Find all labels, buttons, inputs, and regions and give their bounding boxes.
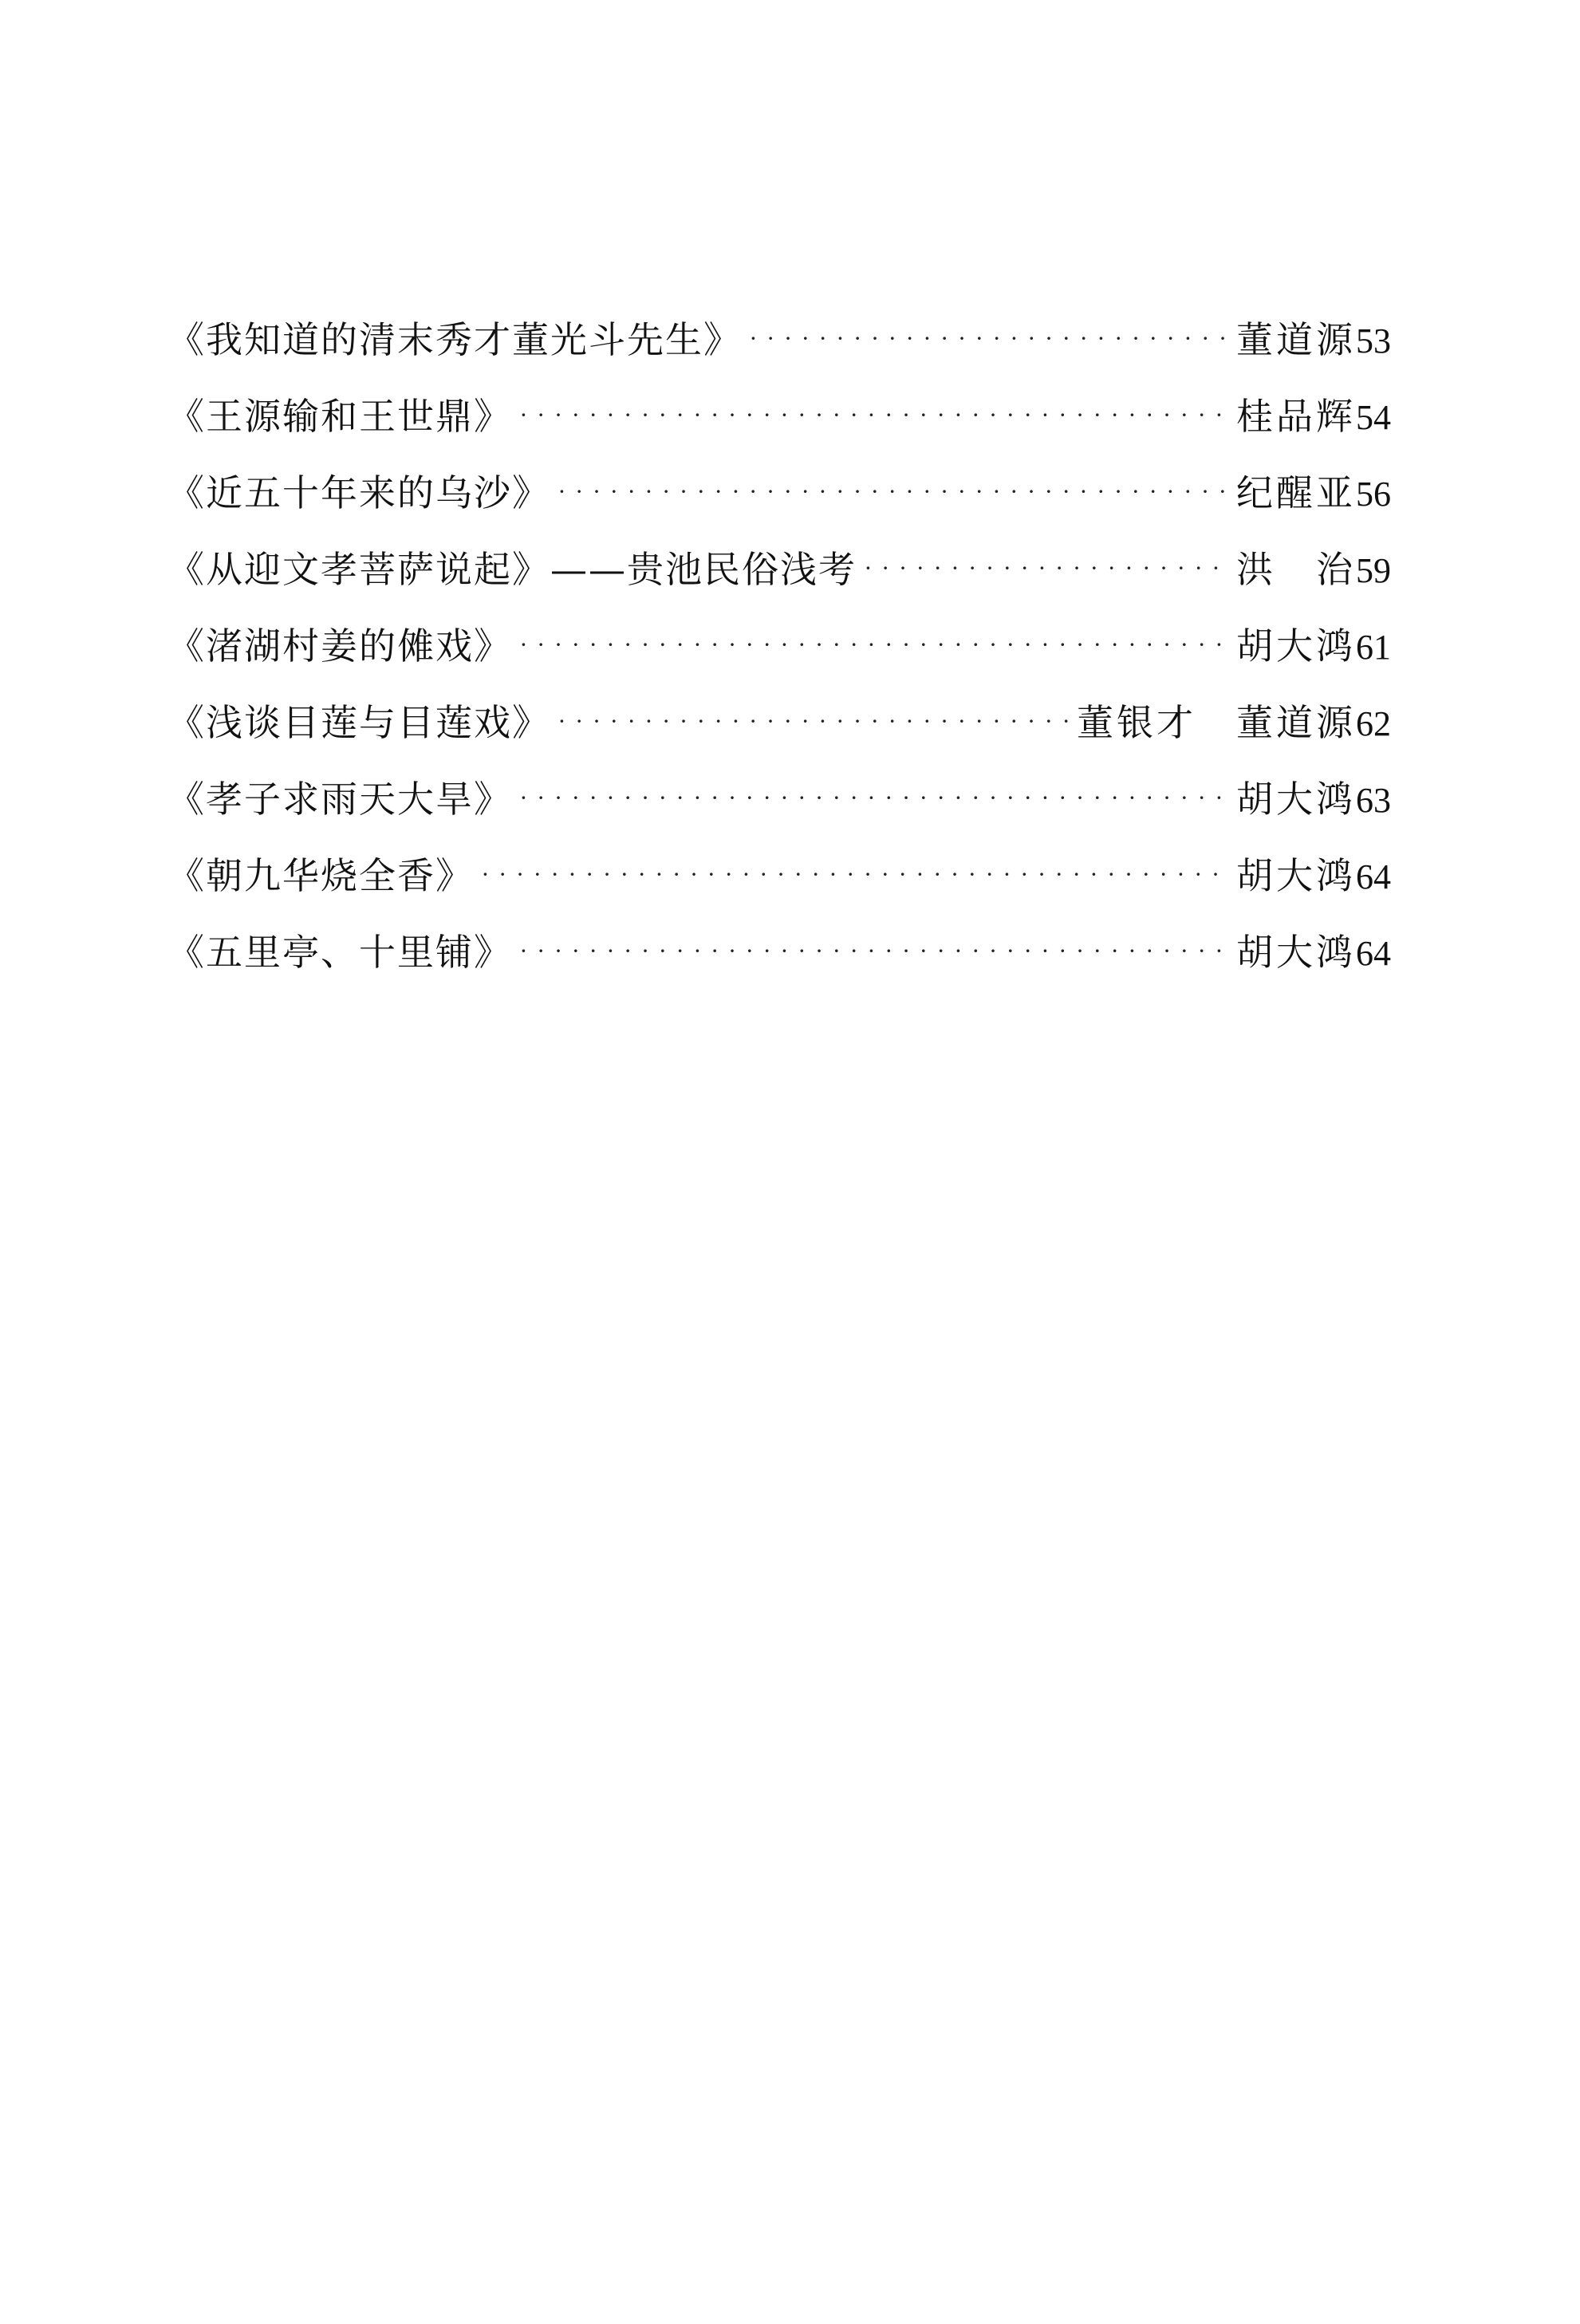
toc-entry: [167, 837, 1404, 914]
entry-title: 《从迎文孝菩萨说起》——贵池民俗浅考: [167, 548, 857, 591]
entry-coauthor: 董银才: [1077, 701, 1196, 744]
dot-leader: [482, 837, 1231, 913]
entry-page-number: 54: [1356, 398, 1391, 437]
entry-page-number: 63: [1356, 781, 1391, 820]
entry-page-number: 53: [1356, 321, 1391, 360]
entry-page-number: 56: [1356, 475, 1391, 514]
dot-leader: [750, 301, 1231, 377]
entry-author: 董道源: [1236, 701, 1356, 744]
dot-leader: [520, 760, 1231, 837]
entry-title: 《五里亭、十里铺》: [167, 931, 512, 974]
dot-leader: [520, 607, 1231, 683]
entry-page-number: 64: [1356, 857, 1391, 896]
dot-leader: [558, 454, 1231, 530]
entry-author: 洪 治: [1236, 548, 1356, 591]
entry-title: 《孝子求雨天大旱》: [167, 778, 512, 821]
toc-entry: [167, 761, 1404, 837]
entry-page-number: 62: [1356, 704, 1391, 743]
entry-title: 《浅谈目莲与目莲戏》: [167, 701, 550, 744]
entry-page-number: 61: [1356, 628, 1391, 667]
entry-author: 胡大鸿: [1236, 854, 1356, 897]
entry-title: 《我知道的清末秀才董光斗先生》: [167, 318, 742, 361]
toc-entry: [167, 455, 1404, 531]
toc-entry: [167, 684, 1404, 761]
entry-author: 胡大鸿: [1236, 931, 1356, 974]
entry-title: 《近五十年来的乌沙》: [167, 471, 550, 514]
dot-leader: [520, 913, 1231, 990]
entry-author: 董道源: [1236, 318, 1356, 361]
toc-entry: [167, 531, 1404, 608]
entry-title: 《渚湖村姜的傩戏》: [167, 624, 512, 668]
entry-author: 胡大鸿: [1236, 624, 1356, 668]
entry-page-number: 64: [1356, 934, 1391, 973]
entry-author: 胡大鸿: [1236, 778, 1356, 821]
toc-entry: [167, 301, 1404, 378]
dot-leader: [520, 377, 1231, 454]
toc-entry: [167, 608, 1404, 684]
entry-title: 《王源输和王世鼎》: [167, 395, 512, 438]
entry-title: 《朝九华烧全香》: [167, 854, 474, 897]
entry-author: 纪醒亚: [1236, 471, 1356, 514]
dot-leader: [865, 530, 1231, 607]
toc-entry: [167, 378, 1404, 455]
dot-leader: [558, 683, 1072, 760]
toc-entry: [167, 914, 1404, 991]
entry-page-number: 59: [1356, 551, 1391, 590]
table-of-contents: [167, 301, 1404, 991]
entry-author: 桂品辉: [1236, 395, 1356, 438]
